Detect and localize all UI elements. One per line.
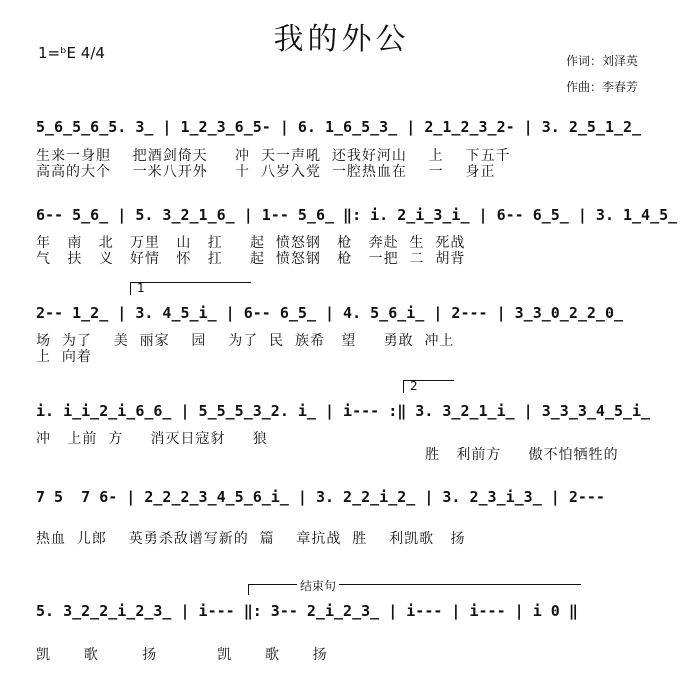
notation-line: i. i̲i̲2̲i̲6̲6̲ | 5̲5̲5̲3̲2. i̲ | i--- :‖ 3. 3̲2̲1̲i̲ | 3̲3̲3̲4̲5̲i̲: [36, 402, 651, 420]
lyrics-verse-2: 上 向着: [36, 349, 92, 365]
lyrics-verse-1: 生来一身胆 把酒剑倚天 冲 天一声吼 还我好河山 上 下五千: [36, 148, 511, 164]
volta-number: 1: [137, 281, 145, 295]
lyrics-verse-1: 年 南 北 万里 山 扛 起 愤怒钢 枪 奔赴 生 死战: [36, 235, 466, 251]
composer-credit: 作曲：李春芳: [566, 80, 639, 94]
lyricist-credit: 作词：刘泽英: [566, 54, 639, 68]
lyrics-verse-1: 热血 儿郎 英勇杀敌谱写新的 篇 章抗战 胜 利凯歌 扬: [36, 531, 466, 547]
volta-number: 2: [410, 379, 418, 393]
ending-label: 结束句: [297, 577, 339, 594]
notation-line: 7 5 7 6- | 2̲2̲2̲3̲4̲5̲6̲i̲ | 3. 2̲2̲i̲2̲ | 3. 2̲3̲i̲3̲ | 2---: [36, 488, 605, 506]
volta-bracket-2: [403, 380, 454, 393]
volta-bracket-1: [130, 282, 251, 295]
notation-line: 6-- 5̲6̲ | 5. 3̲2̲1̲6̲ | 1-- 5̲6̲ ‖: i. 2̲i̲3̲i̲ | 6-- 6̲5̲ | 3. 1̲4̲5̲: [36, 206, 678, 224]
lyrics-verse-2: 胜 利前方 傲不怕牺牲的: [425, 447, 619, 463]
notation-line: 5̲6̲5̲6̲5. 3̲ | 1̲2̲3̲6̲5- | 6. 1̲6̲5̲3̲ | 2̲1̲2̲3̲2- | 3. 2̲5̲1̲2̲: [36, 118, 642, 136]
notation-line: 5. 3̲2̲2̲i̲2̲3̲ | i--- ‖: 3-- 2̲i̲2̲3̲ | i--- | i--- | i 0 ‖: [36, 602, 578, 620]
lyrics-verse-2: 高高的大个 一米八开外 十 八岁入党 一腔热血在 一 身正: [36, 164, 496, 180]
lyrics-verse-1: 场 为了 美 丽家 园 为了 民 族希 望 勇敢 冲上: [36, 333, 455, 349]
key-signature: 1=ᵇE 4/4: [38, 44, 105, 62]
song-title: 我的外公: [273, 22, 410, 57]
ending-bracket: [248, 579, 581, 595]
lyrics-verse-2: 气 扶 义 好情 怀 扛 起 愤怒钢 枪 一把 二 胡背: [36, 251, 466, 267]
lyrics-verse-1: 冲 上前 方 消灭日寇豺 狼: [36, 431, 268, 447]
notation-line: 2-- 1̲2̲ | 3. 4̲5̲i̲ | 6-- 6̲5̲ | 4. 5̲6̲i̲ | 2--- | 3̲3̲0̲2̲2̲0̲: [36, 304, 623, 322]
lyrics-verse-1: 凯 歌 扬 凯 歌 扬: [36, 647, 328, 663]
